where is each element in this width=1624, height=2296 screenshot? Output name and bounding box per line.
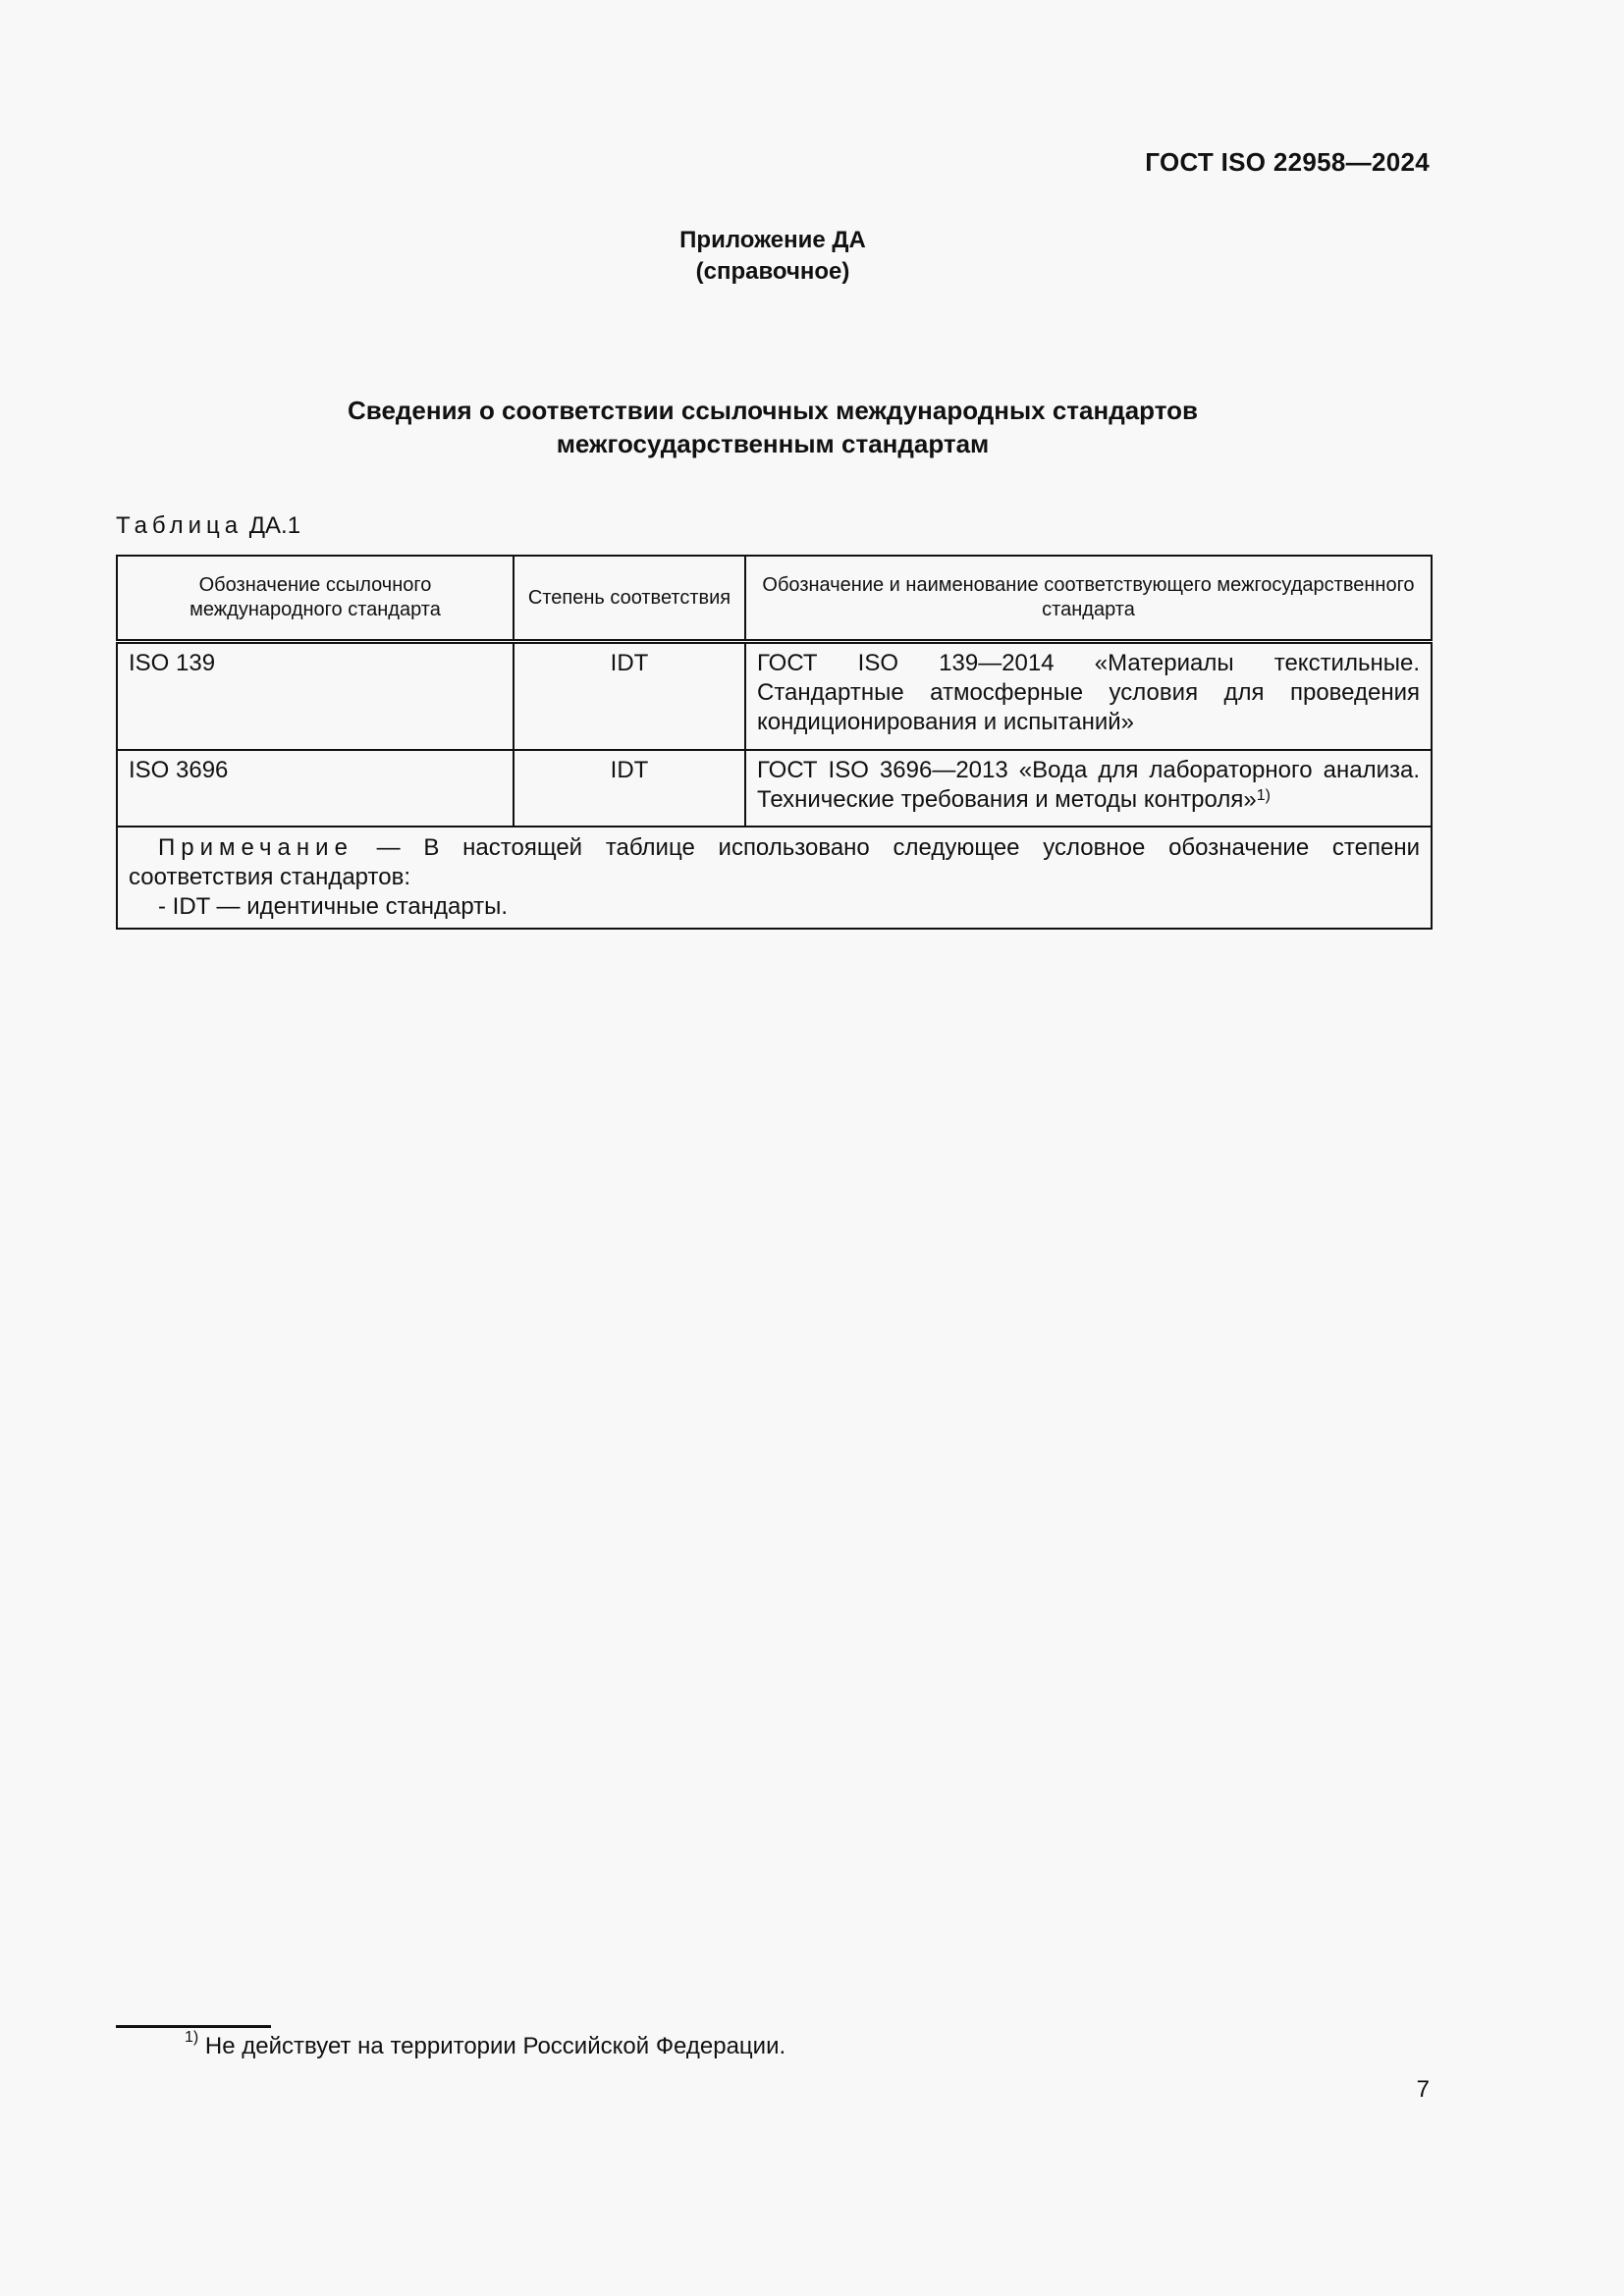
cell-national-text: ГОСТ ISO 139—2014 «Материалы текстильные. Стандартные атмосферные условия для проведения кондиционирования и испытаний» xyxy=(757,650,1420,735)
cell-national xyxy=(745,750,1432,827)
column-header-international: Обозначение ссылочного международного стандарта xyxy=(117,556,514,642)
cell-international: ISO 3696 xyxy=(117,750,514,827)
footnote-reference: 1) xyxy=(1256,787,1271,804)
correspondence-table xyxy=(116,555,1433,930)
table-note-row xyxy=(117,827,1432,929)
footnote-separator xyxy=(116,2025,271,2028)
appendix-title: Приложение ДА xyxy=(679,227,866,253)
note-text: — В настоящей таблице использовано следующее условное обозначение степени соответствия стандартов: xyxy=(129,834,1420,890)
column-header-national: Обозначение и наименование соответствующего межгосударственного стандарта xyxy=(745,556,1432,642)
appendix-title-block xyxy=(0,225,1545,288)
cell-national xyxy=(745,642,1432,751)
table-header-row xyxy=(117,556,1432,642)
cell-national-text: ГОСТ ISO 3696—2013 «Вода для лабораторного анализа. Технические требования и методы контроля» xyxy=(757,757,1420,813)
table-row xyxy=(117,642,1432,751)
page-number: 7 xyxy=(1416,2076,1430,2103)
footnote xyxy=(185,2029,786,2060)
table-caption xyxy=(116,512,300,540)
footnote-mark: 1) xyxy=(185,2029,199,2046)
column-header-degree: Степень соответствия xyxy=(514,556,745,642)
note-list-item: - IDT — идентичные стандарты. xyxy=(158,893,509,920)
section-heading-line-2: межгосударственным стандартам xyxy=(556,429,990,458)
table-note xyxy=(117,827,1432,929)
section-heading xyxy=(0,394,1545,460)
cell-degree: IDT xyxy=(514,642,745,751)
document-code: ГОСТ ISO 22958—2024 xyxy=(1145,147,1430,177)
table-caption-word: Таблица xyxy=(116,512,244,539)
footnote-text: Не действует на территории Российской Федерации. xyxy=(204,2033,786,2059)
table-caption-number: ДА.1 xyxy=(248,512,301,539)
note-label: Примечание xyxy=(158,834,353,861)
section-heading-line-1: Сведения о соответствии ссылочных международных стандартов xyxy=(348,396,1198,425)
table-row xyxy=(117,750,1432,827)
cell-international: ISO 139 xyxy=(117,642,514,751)
cell-degree: IDT xyxy=(514,750,745,827)
appendix-subtitle: (справочное) xyxy=(695,258,850,285)
